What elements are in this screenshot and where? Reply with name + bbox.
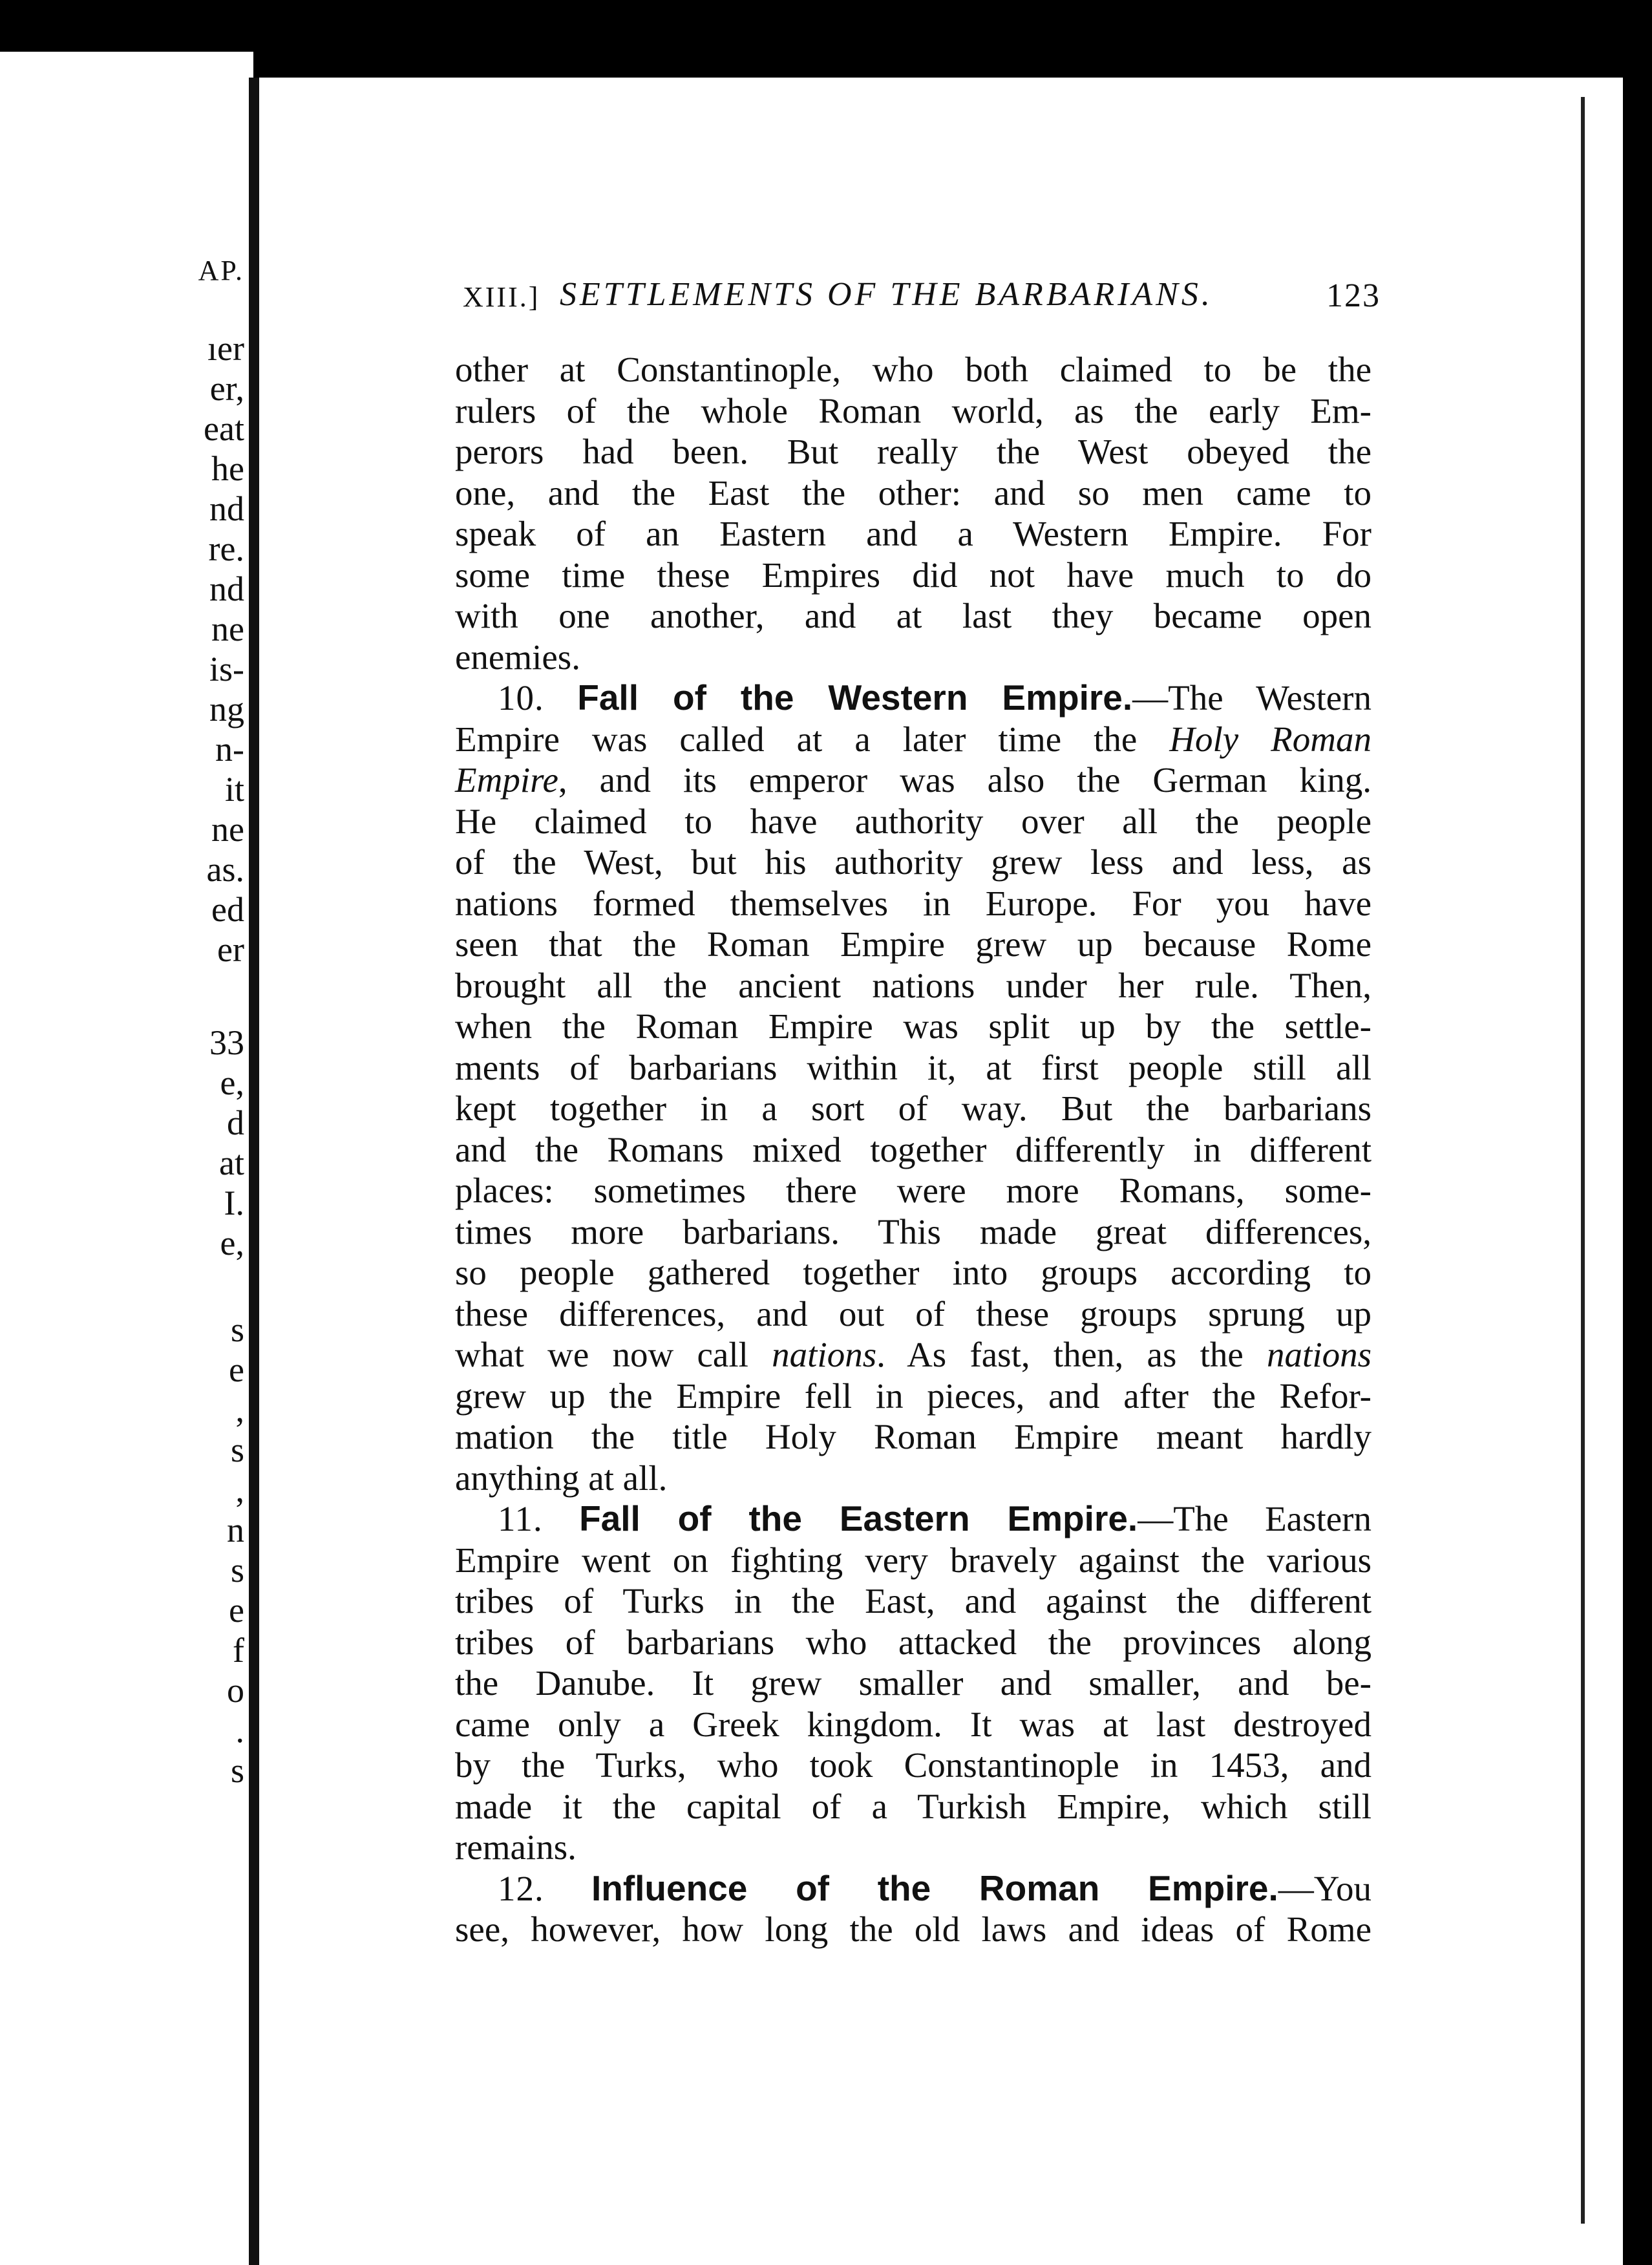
text-line: mation the title Holy Roman Empire meant hardly [455,1417,1371,1456]
section-title: Fall of the Eastern Empire. [579,1498,1138,1538]
text-line: see, however, how long the old laws and ideas of Rome [455,1909,1371,1949]
text-line: kept together in a sort of way. But the barbarians [455,1089,1371,1128]
left-page-fragment: at [219,1143,244,1182]
left-page-fragment: s [230,1751,244,1790]
section-heading-line [455,677,1371,719]
text-line [455,760,1371,801]
text-line: of the West, but his authority grew less and less, as [455,842,1371,882]
section-title: Fall of the Western Empire. [577,677,1133,718]
section-title: Influence of the Roman Empire. [591,1867,1278,1908]
left-page-fragment: , [235,1471,244,1509]
text-line: these differences, and out of these groups sprung up [455,1293,1371,1334]
section-number: 12. [498,1868,544,1908]
left-page-fragment: e [229,1591,244,1630]
text-line: some time these Empires did not have much to do [455,555,1371,595]
text-line: seen that the Roman Empire grew up because Rome [455,924,1371,964]
left-page-fragment: 33 [209,1023,244,1062]
text-line: the Danube. It grew smaller and smaller, and be- [455,1663,1371,1703]
text-line: when the Roman Empire was split up by the settle- [455,1006,1371,1046]
left-page-fragment: he [211,449,244,488]
left-page-fragment: s [230,1430,244,1469]
text-line: other at Constantinople, who both claimed to be the [455,350,1371,389]
chapter-marker: XIII.] [463,281,540,313]
left-page-fragment: er, [209,369,244,408]
running-title: SETTLEMENTS OF THE BARBARIANS. [560,276,1213,313]
text-line: with one another, and at last they became open [455,596,1371,635]
text-line: Empire went on fighting very bravely against the various [455,1540,1371,1580]
section-number: 11. [498,1499,543,1538]
section-lead-text: —The Eastern [1138,1499,1371,1538]
text-line: tribes of Turks in the East, and against the different [455,1581,1371,1621]
section-heading-line [455,1498,1371,1540]
left-page-fragment: n [227,1511,244,1549]
left-page-fragment: I. [224,1184,244,1222]
left-page-fragment: n- [215,730,244,769]
left-page-fragment: ne [211,810,244,849]
book-spine-shadow [249,78,259,2265]
italic-term: Holy Roman [1169,719,1372,759]
text-line: one, and the East the other: and so men came to [455,473,1371,513]
text-line: nations formed themselves in Europe. For you have [455,883,1371,923]
left-page-fragment: AP. [198,255,244,286]
text-line: perors had been. But really the West obeyed the [455,432,1371,471]
text-line: rulers of the whole Roman world, as the early Em- [455,390,1371,431]
text-run: . As fast, then, as the [876,1335,1267,1374]
text-run: what we now call [455,1335,772,1374]
text-line: and the Romans mixed together differently in different [455,1129,1371,1169]
text-line: made it the capital of a Turkish Empire, which still [455,1786,1371,1826]
left-page-fragment: e, [220,1224,244,1262]
italic-term: Empire [455,760,558,800]
left-page-fragment: it [224,770,244,809]
italic-term: nations [1267,1335,1372,1374]
text-line: came only a Greek kingdom. It was at last destroyed [455,1704,1371,1744]
left-page-fragment: eat [204,409,244,448]
text-line: by the Turks, who took Constantinople in 1453, and [455,1745,1371,1785]
text-line: remains. [455,1827,577,1867]
left-page-fragment: . [235,1711,244,1750]
left-page-fragment: ed [211,890,244,929]
left-page-fragment: as. [206,850,244,889]
page-body [455,349,1371,1950]
left-page-fragment: e, [220,1063,244,1102]
text-line: enemies. [455,637,580,677]
text-run: Empire was called at a later time the [455,719,1170,759]
page-number: 123 [1326,277,1381,314]
text-line: grew up the Empire fell in pieces, and after the Refor- [455,1376,1371,1416]
left-page-fragment: nd [209,569,244,608]
text-line: tribes of barbarians who attacked the provinces along [455,1622,1371,1662]
left-page-fragment: e [229,1350,244,1389]
left-page-fragment: re. [208,529,244,568]
text-run: , and its emperor was also the German king. [558,760,1371,800]
text-line: times more barbarians. This made great differences, [455,1211,1371,1251]
section-heading-line [455,1868,1371,1909]
left-page-fragment: s [230,1551,244,1590]
text-line [455,719,1371,760]
section-lead-text: —The Western [1132,678,1371,718]
left-page-fragment: is- [209,650,244,688]
text-line: ments of barbarians within it, at first people still all [455,1047,1371,1087]
left-page-fragment: ng [209,690,244,728]
left-page-fragment: ne [211,610,244,648]
text-line: anything at all. [455,1458,668,1498]
left-page-fragment: s [230,1310,244,1349]
left-page-fragment: , [235,1390,244,1429]
page-edge-line [1581,97,1585,2224]
left-page-fragment: o [227,1671,244,1710]
left-page-fragment: nd [209,489,244,528]
text-line: He claimed to have authority over all the people [455,801,1371,841]
left-page-fragment: ıer [207,329,244,368]
section-number: 10. [498,678,544,718]
text-line [455,1334,1371,1376]
text-line: speak of an Eastern and a Western Empire. For [455,514,1371,553]
left-page-fragment: er [217,930,244,969]
left-page-fragment: d [227,1103,244,1142]
running-head [463,270,1381,322]
previous-page-edge [0,52,253,2265]
text-line: so people gathered together into groups according to [455,1253,1371,1292]
italic-term: nations [772,1335,877,1374]
text-line: places: sometimes there were more Romans, some- [455,1171,1371,1210]
left-page-fragment: f [233,1631,244,1670]
text-line: brought all the ancient nations under her rule. Then, [455,965,1371,1005]
section-lead-text: —You [1278,1868,1372,1908]
